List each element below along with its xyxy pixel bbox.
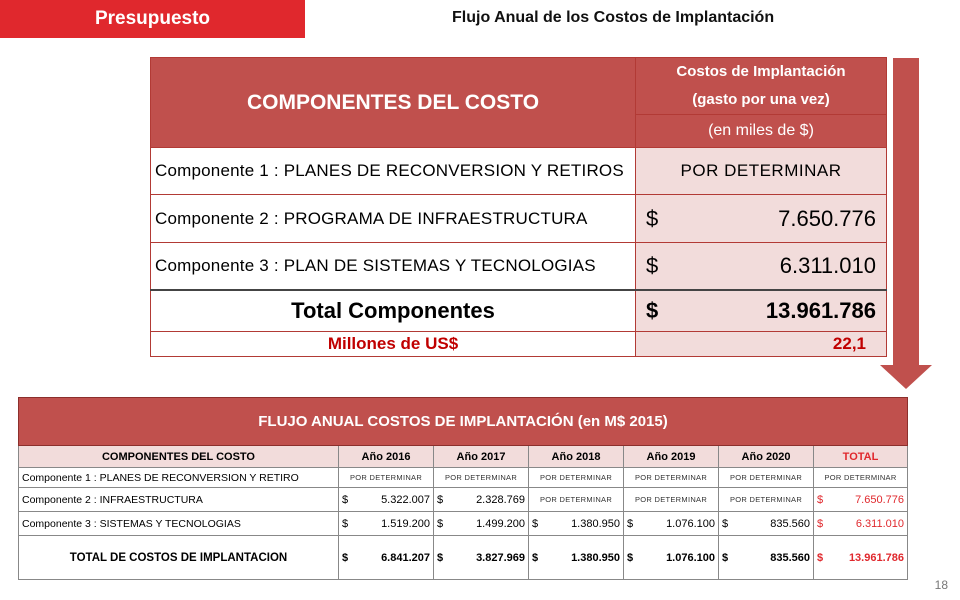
row-label: Componente 2 : INFRAESTRUCTURA: [19, 488, 339, 512]
usd-label: Millones de US$: [151, 332, 636, 357]
amount: 7.650.776: [778, 205, 876, 231]
pd-cell: POR DETERMINAR: [719, 468, 814, 488]
currency-symbol: $: [342, 493, 349, 506]
down-arrow-shaft: [893, 58, 919, 366]
currency-symbol: $: [722, 517, 729, 530]
amount: 1.076.100: [666, 517, 715, 530]
currency-symbol: $: [646, 252, 659, 278]
amount: 2.328.769: [476, 493, 525, 506]
amount: 1.380.950: [571, 517, 620, 530]
value-cell: [624, 512, 719, 536]
total-value: [636, 290, 887, 332]
amount: 835.560: [770, 517, 810, 530]
value-cell: [719, 512, 814, 536]
value-cell: [719, 536, 814, 580]
total-row: [151, 290, 887, 332]
amount: 5.322.007: [381, 493, 430, 506]
year-header: Año 2017: [434, 446, 529, 468]
amount: 13.961.786: [765, 297, 876, 323]
currency-symbol: $: [437, 517, 444, 530]
currency-symbol: $: [532, 517, 539, 530]
row-label: Componente 3 : SISTEMAS Y TECNOLOGIAS: [19, 512, 339, 536]
pd-cell: POR DETERMINAR: [719, 488, 814, 512]
currency-symbol: $: [817, 493, 824, 506]
total-label: Total Componentes: [151, 290, 636, 332]
currency-symbol: $: [342, 517, 349, 530]
section-tab: Presupuesto: [0, 0, 305, 38]
flow-col-header: COMPONENTES DEL COSTO: [19, 446, 339, 468]
currency-symbol: $: [817, 551, 824, 564]
pd-cell: POR DETERMINAR: [529, 488, 624, 512]
units-label: (en miles de $): [636, 115, 887, 148]
total-cell: [814, 536, 908, 580]
page-number: 18: [934, 578, 948, 592]
currency-symbol: $: [342, 551, 349, 564]
summary-row: [151, 148, 887, 195]
value-cell: [434, 488, 529, 512]
pd-cell: POR DETERMINAR: [434, 468, 529, 488]
amount: 1.499.200: [476, 517, 525, 530]
amount: 6.311.010: [855, 517, 904, 530]
currency-symbol: $: [437, 551, 444, 564]
components-header: COMPONENTES DEL COSTO: [151, 58, 636, 148]
amount: 7.650.776: [855, 493, 904, 506]
flow-table: [18, 397, 908, 580]
total-cell: [814, 488, 908, 512]
year-header: Año 2016: [339, 446, 434, 468]
amount: 13.961.786: [848, 551, 904, 564]
table-row: [19, 468, 908, 488]
currency-symbol: $: [627, 551, 634, 564]
table-row: [19, 488, 908, 512]
value-cell: [529, 512, 624, 536]
currency-symbol: $: [627, 517, 634, 530]
pd-cell: POR DETERMINAR: [624, 468, 719, 488]
year-header: Año 2020: [719, 446, 814, 468]
pd-cell: POR DETERMINAR: [339, 468, 434, 488]
total-header: TOTAL: [814, 446, 908, 468]
value-cell: [624, 536, 719, 580]
costs-header-line2: (gasto por una vez): [692, 91, 830, 108]
table-row: [19, 512, 908, 536]
pd-cell: POR DETERMINAR: [529, 468, 624, 488]
amount: 1.519.200: [381, 517, 430, 530]
currency-symbol: $: [646, 297, 659, 323]
down-arrow-icon: [880, 365, 932, 389]
value-cell: [529, 536, 624, 580]
summary-row: [151, 195, 887, 243]
pd-cell: POR DETERMINAR: [814, 468, 908, 488]
year-header: Año 2019: [624, 446, 719, 468]
year-header: Año 2018: [529, 446, 624, 468]
amount: 6.311.010: [779, 252, 876, 278]
value-cell: [339, 536, 434, 580]
totals-row: [19, 536, 908, 580]
page-title: Flujo Anual de los Costos de Implantación: [452, 9, 775, 26]
costs-header: [636, 58, 887, 115]
row-label: Componente 1 : PLANES DE RECONVERSION Y RETIRO: [19, 468, 339, 488]
value-cell: [434, 512, 529, 536]
totals-label: TOTAL DE COSTOS DE IMPLANTACION: [19, 536, 339, 580]
currency-symbol: $: [722, 551, 729, 564]
currency-symbol: $: [646, 205, 659, 231]
component-value: POR DETERMINAR: [636, 148, 887, 195]
pd-cell: POR DETERMINAR: [624, 488, 719, 512]
amount: 1.076.100: [666, 551, 715, 564]
currency-symbol: $: [437, 493, 444, 506]
amount: 835.560: [770, 551, 810, 564]
amount: 3.827.969: [476, 551, 525, 564]
component-label: Componente 2 : PROGRAMA DE INFRAESTRUCTURA: [151, 195, 636, 243]
usd-value: 22,1: [636, 332, 887, 357]
amount: 6.841.207: [381, 551, 430, 564]
currency-symbol: $: [532, 551, 539, 564]
summary-row: [151, 243, 887, 290]
currency-symbol: $: [817, 517, 824, 530]
value-cell: [339, 512, 434, 536]
total-cell: [814, 512, 908, 536]
amount: 1.380.950: [571, 551, 620, 564]
value-cell: [339, 488, 434, 512]
component-value: [636, 243, 887, 290]
summary-table: [150, 57, 887, 357]
component-value: [636, 195, 887, 243]
value-cell: [434, 536, 529, 580]
component-label: Componente 3 : PLAN DE SISTEMAS Y TECNOLOGIAS: [151, 243, 636, 290]
costs-header-line1: Costos de Implantación: [676, 63, 846, 80]
usd-row: [151, 332, 887, 357]
component-label: Componente 1 : PLANES DE RECONVERSION Y RETIROS: [151, 148, 636, 195]
flow-title: FLUJO ANUAL COSTOS DE IMPLANTACIÓN (en M$ 2015): [19, 398, 908, 446]
